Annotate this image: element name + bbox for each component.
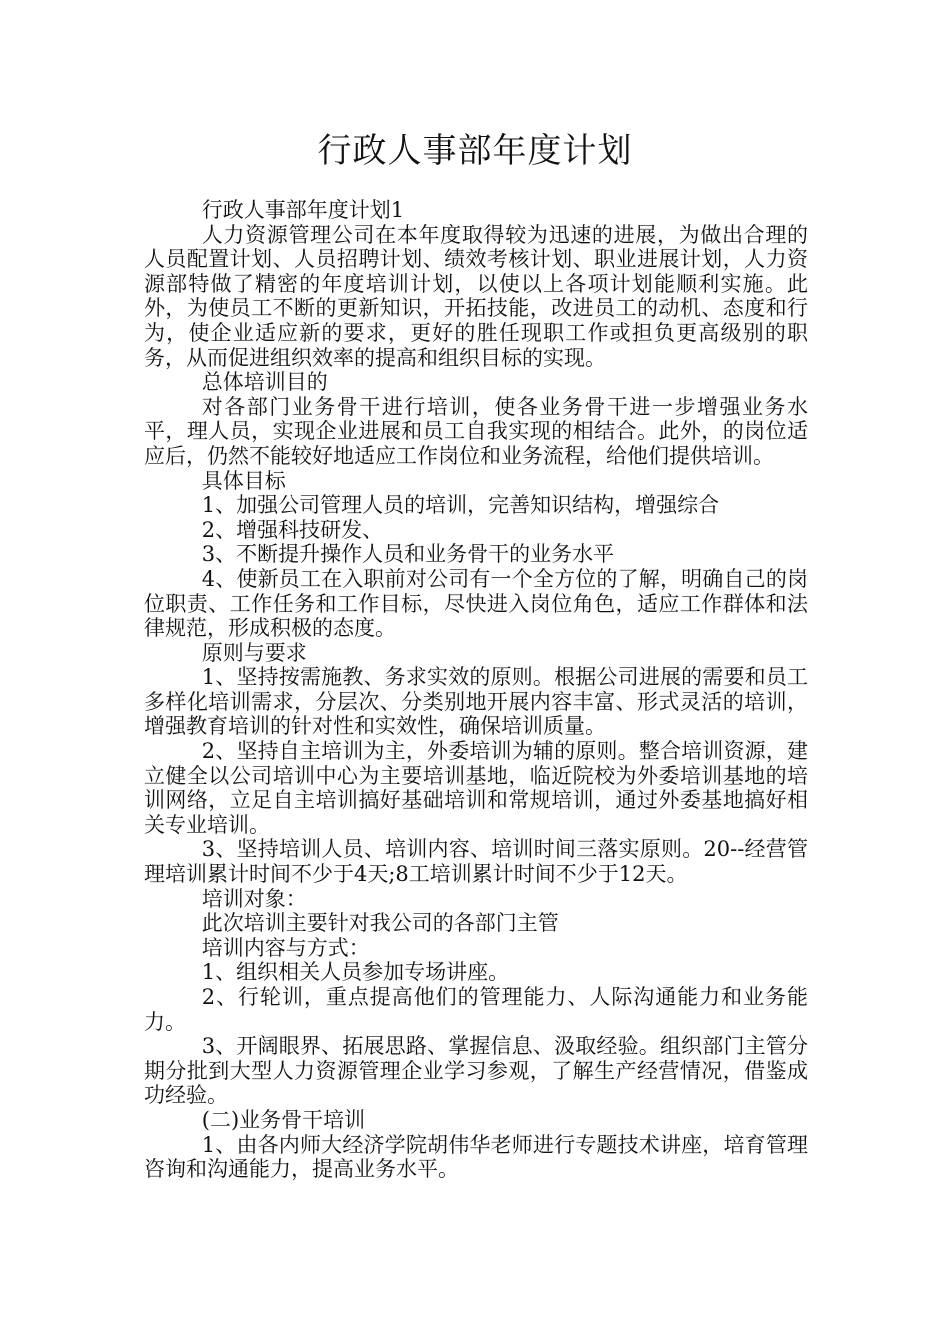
document-title: 行政人事部年度计划 [317, 131, 633, 171]
section-heading: 培训内容与方式： [201, 935, 370, 960]
list-item: 4、使新员工在入职前对公司有一个全方位的了解，明确自己的岗位职责、工作任务和工作目标，尽快进入岗位角色，适应工作群体和法律规范，形成积极的态度。 [144, 566, 808, 641]
list-item: 1、加强公司管理人员的培训，完善知识结构，增强综合 [201, 493, 720, 518]
list-item: 1、由各内师大经济学院胡伟华老师进行专题技术讲座，培育管理咨询和沟通能力，提高业务水平。 [144, 1132, 808, 1182]
paragraph: 此次培训主要针对我公司的各部门主管 [201, 911, 559, 936]
list-item: 2、坚持自主培训为主，外委培训为辅的原则。整合培训资源，建立健全以公司培训中心为主要培训基地，临近院校为外委培训基地的培训网络，立足自主培训搞好基础培训和常规培训，通过外委基地搞好相关专业培训。 [144, 739, 808, 837]
section-heading: 原则与要求 [201, 640, 307, 665]
list-item: 3、坚持培训人员、培训内容、培训时间三落实原则。20--经营管理培训累计时间不少于4天;8工培训累计时间不少于12天。 [144, 837, 808, 887]
section-heading: 具体目标 [201, 468, 286, 493]
section-heading: 总体培训目的 [201, 370, 328, 395]
list-item: 2、行轮训，重点提高他们的管理能力、人际沟通能力和业务能力。 [144, 985, 808, 1034]
paragraph: 人力资源管理公司在本年度取得较为迅速的进展，为做出合理的人员配置计划、人员招聘计划、绩效考核计划、职业进展计划，人力资源部特做了精密的年度培训计划，以使以上各项计划能顺利实施。此外，为使员工不断的更新知识，开拓技能，改进员工的动机、态度和行为，使企业适应新的要求，更好的胜任现职工作或担负更高级别的职务，从而促进组织效率的提高和组织目标的实现。 [144, 222, 808, 370]
list-item: 3、开阔眼界、拓展思路、掌握信息、汲取经验。组织部门主管分期分批到大型人力资源管理企业学习参观，了解生产经营情况，借鉴成功经验。 [144, 1034, 808, 1108]
list-item: 3、不断提升操作人员和业务骨干的业务水平 [201, 542, 615, 567]
document-body [144, 198, 808, 1182]
section-heading: (二)业务骨干培训 [201, 1107, 366, 1132]
list-item: 1、坚持按需施教、务求实效的原则。根据公司进展的需要和员工多样化培训需求，分层次、分类别地开展内容丰富、形式灵活的培训，增强教育培训的针对性和实效性，确保培训质量。 [144, 665, 808, 739]
list-item: 2、增强科技研发、 [201, 517, 384, 542]
paragraph: 行政人事部年度计划1 [201, 198, 405, 222]
paragraph: 对各部门业务骨干进行培训，使各业务骨干进一步增强业务水平，理人员，实现企业进展和员工自我实现的相结合。此外，的岗位适应后，仍然不能较好地适应工作岗位和业务流程，给他们提供培训。 [144, 394, 808, 468]
section-heading: 培训对象： [201, 886, 307, 911]
list-item: 1、组织相关人员参加专场讲座。 [201, 960, 510, 985]
